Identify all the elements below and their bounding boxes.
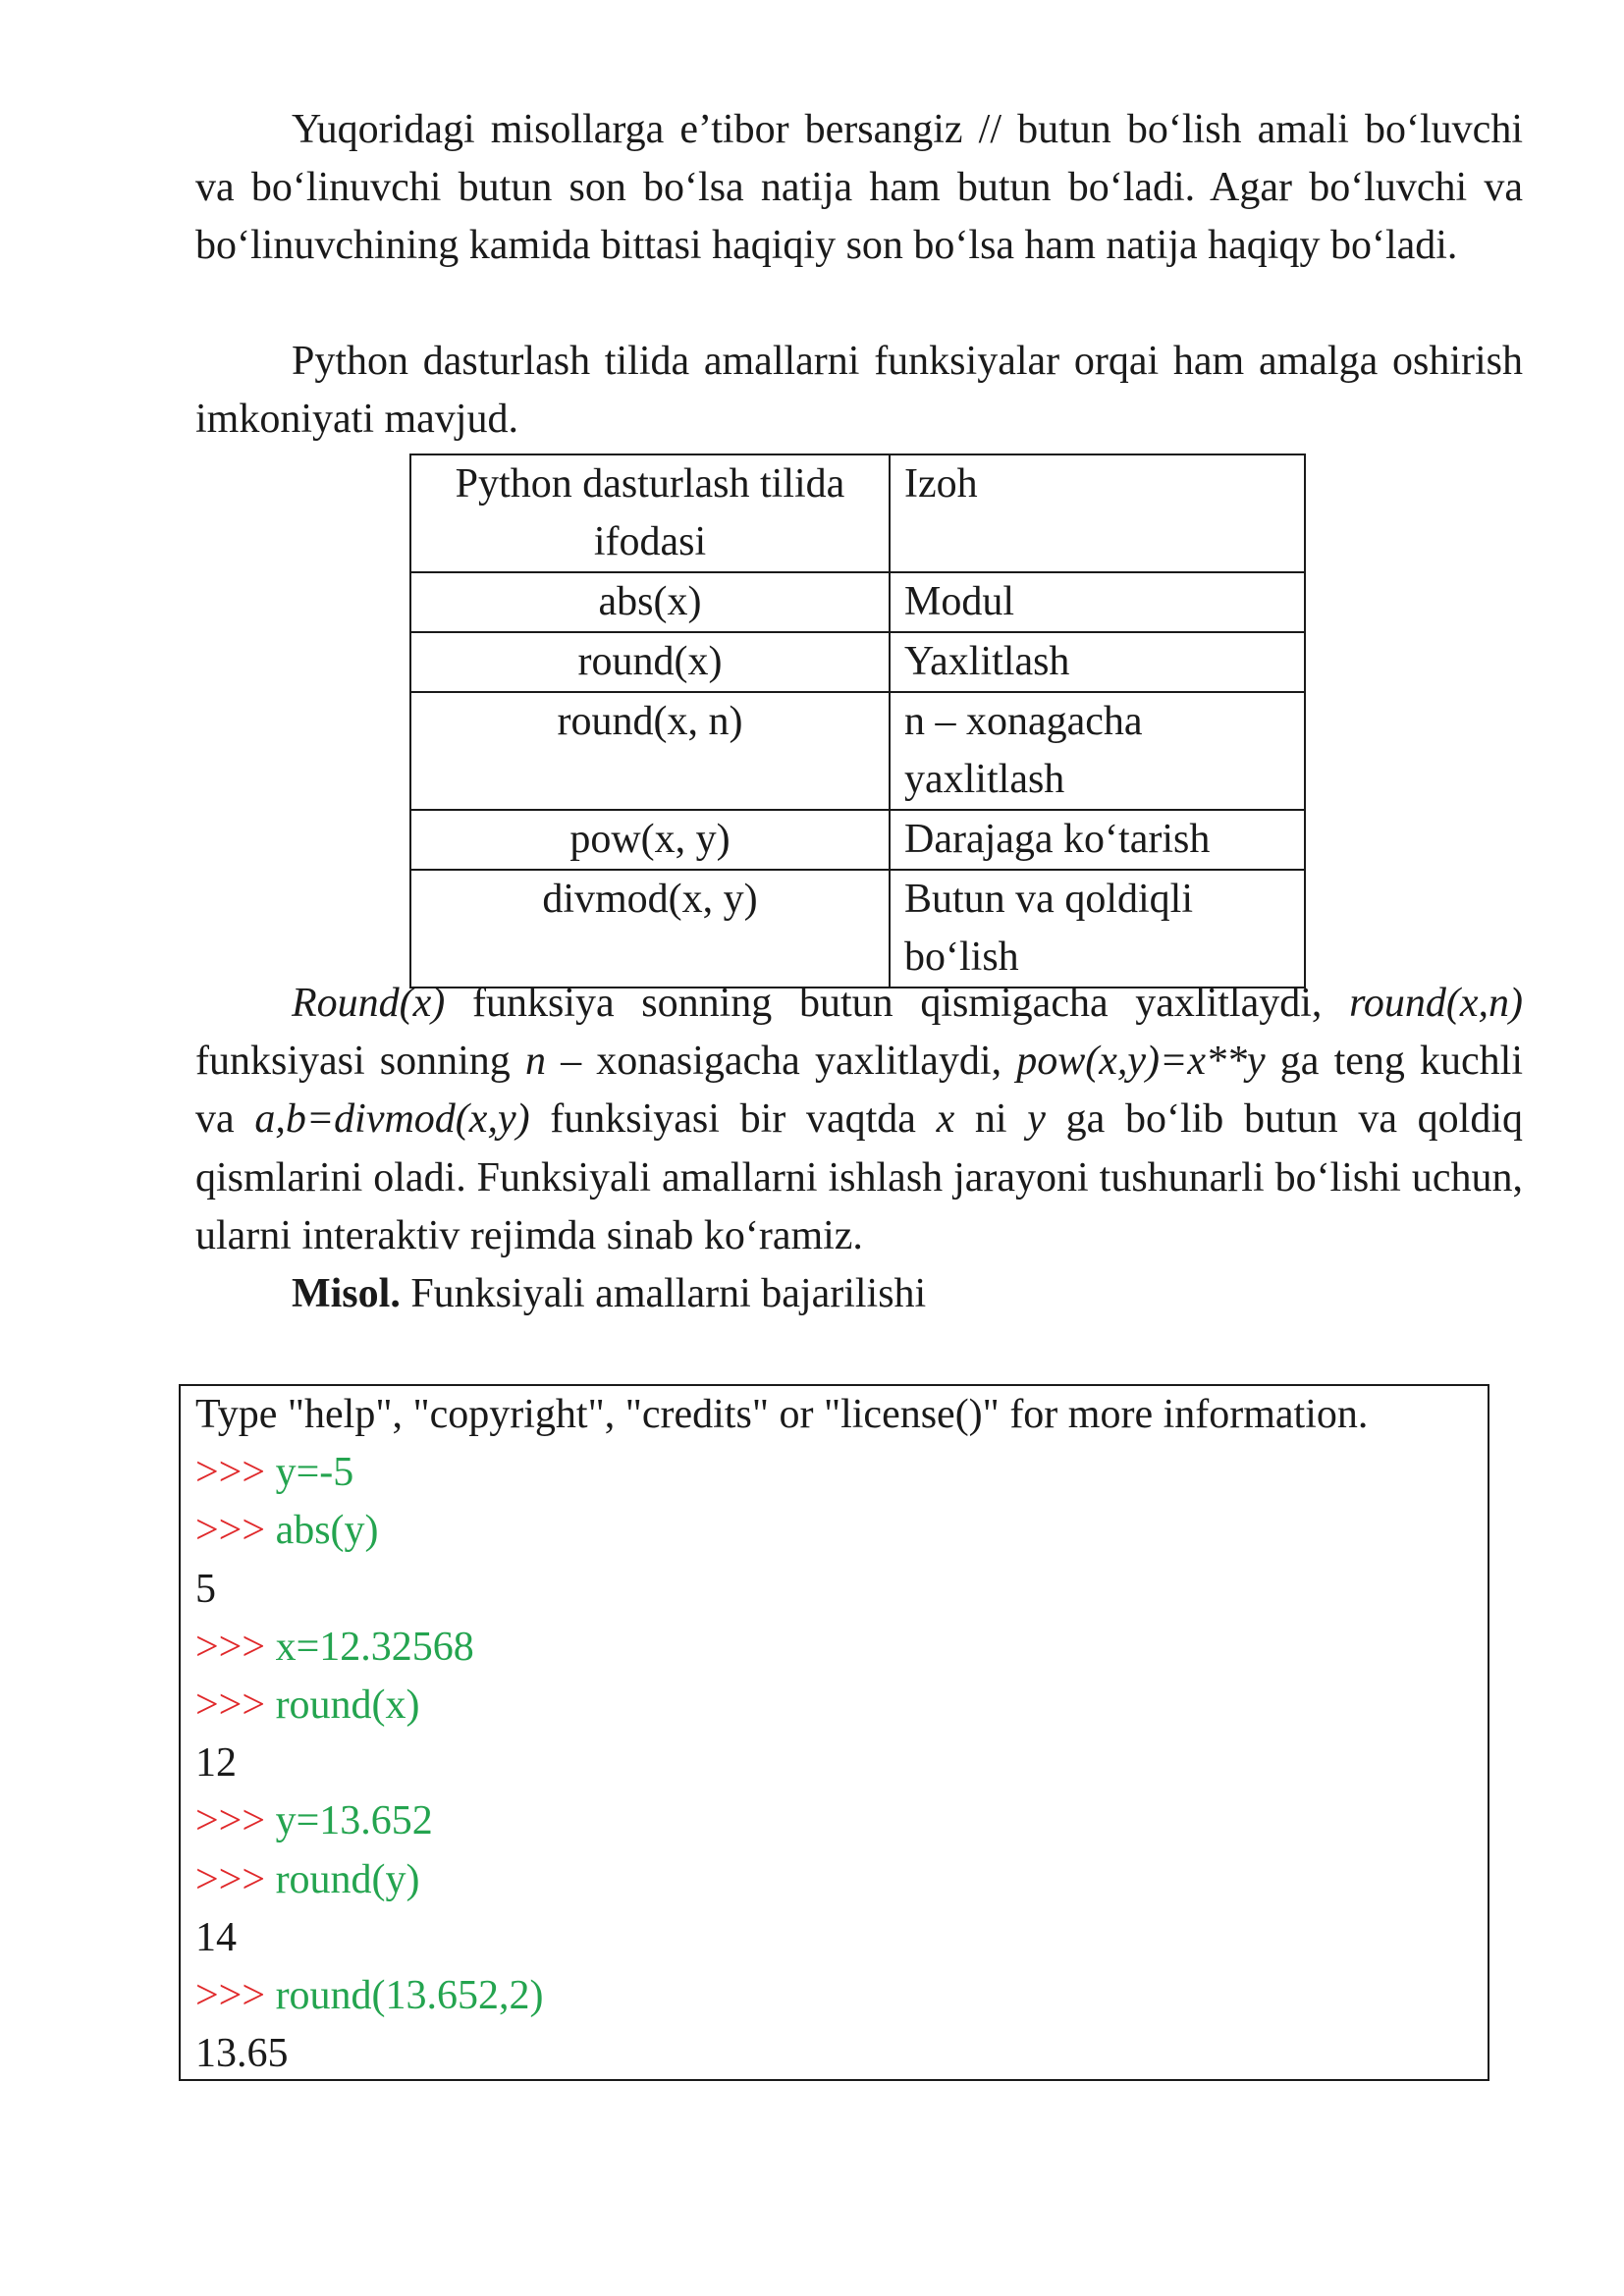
table-cell-expression: round(x, n) <box>410 692 890 810</box>
console-command: round(13.652,2) <box>275 1972 544 2018</box>
console-input-line <box>195 1851 1488 1909</box>
table-cell-expression: abs(x) <box>410 572 890 632</box>
console-prompt: >>> <box>195 1972 276 2018</box>
console-prompt: >>> <box>195 1624 276 1670</box>
example-label: Misol. <box>292 1271 401 1316</box>
table-cell-expression: round(x) <box>410 632 890 692</box>
console-input-line <box>195 1619 1488 1677</box>
table-row <box>410 810 1305 870</box>
text-run: funksiyasi sonning <box>195 1039 525 1085</box>
console-command: y=-5 <box>275 1450 354 1496</box>
inline-variable: y <box>1027 1096 1046 1143</box>
text-run: ga teng kuchli va <box>195 1039 1523 1143</box>
inline-code: Round(x) <box>292 981 446 1026</box>
inline-code: pow(x,y)=x**y <box>1016 1039 1266 1085</box>
console-output-line <box>195 1561 1488 1619</box>
table-cell-description: n – xonagacha yaxlitlash <box>890 692 1305 810</box>
table-cell-expression: divmod(x, y) <box>410 870 890 988</box>
console-command: x=12.32568 <box>275 1624 474 1670</box>
paragraph-text: Yuqoridagi misollarga e’tibor bersangiz // butun bo‘lish amali bo‘luvchi va bo‘linuvchi butun son bo‘lsa natija ham butun bo‘ladi. Agar bo‘luvchi va bo‘linuvchining kamida bittasi haqiqiy son bo‘lsa ham natija haqiqy bo‘ladi. <box>195 107 1523 269</box>
console-input-line <box>195 1502 1488 1560</box>
inline-variable: n <box>524 1039 546 1085</box>
console-prompt: >>> <box>195 1682 276 1728</box>
table-row <box>410 632 1305 692</box>
functions-table <box>409 454 1306 988</box>
paragraph-text: Python dasturlash tilida amallarni funksiyalar orqai ham amalga oshirish imkoniyati mavjud. <box>195 339 1523 443</box>
console-input-line <box>195 1444 1488 1502</box>
console-input-line <box>195 1967 1488 2025</box>
python-console-box <box>179 1384 1489 2081</box>
paragraph-integer-division <box>195 101 1523 276</box>
console-output: 14 <box>195 1914 237 1960</box>
table-header-row <box>410 454 1305 572</box>
text-run: ga bo‘lib butun va qoldiq qismlarini oladi. Funksiyali amallarni ishlash jarayoni tushunarli bo‘lishi uchun, ularni interaktiv rejimda sinab ko‘ramiz. <box>195 1096 1523 1258</box>
table-header-cell: Izoh <box>890 454 1305 572</box>
text-run: ni <box>954 1096 1028 1143</box>
text-run: funksiyasi bir vaqtda <box>529 1096 937 1143</box>
table-cell-expression: pow(x, y) <box>410 810 890 870</box>
table-cell-description: Darajaga ko‘tarish <box>890 810 1305 870</box>
console-output: 5 <box>195 1566 216 1612</box>
console-input-line <box>195 1792 1488 1850</box>
console-output-line <box>195 1735 1488 1792</box>
table-header-cell: Python dasturlash tilida ifodasi <box>410 454 890 572</box>
console-output: 13.65 <box>195 2031 289 2077</box>
paragraph-functions-intro <box>195 333 1523 449</box>
table-cell-description: Modul <box>890 572 1305 632</box>
console-prompt: >>> <box>195 1450 276 1496</box>
text-run: funksiya sonning butun qismigacha yaxlitlaydi, <box>445 981 1350 1026</box>
console-intro: Type "help", "copyright", "credits" or "license()" for more information. <box>195 1392 1369 1437</box>
console-command: round(y) <box>275 1856 420 1902</box>
inline-variable: x <box>936 1096 955 1143</box>
text-run: – xonasigacha yaxlitlaydi, <box>545 1039 1017 1085</box>
console-prompt: >>> <box>195 1856 276 1902</box>
example-title: Funksiyali amallarni bajarilishi <box>400 1271 927 1316</box>
console-prompt: >>> <box>195 1798 276 1844</box>
console-command: y=13.652 <box>275 1798 433 1844</box>
console-prompt: >>> <box>195 1508 276 1554</box>
console-output-line <box>195 1909 1488 1967</box>
inline-code: round(x,n) <box>1349 981 1523 1026</box>
table-cell-description: Butun va qoldiqli bo‘lish <box>890 870 1305 988</box>
paragraph-functions-explanation <box>195 975 1523 1265</box>
console-output-line <box>195 2025 1488 2083</box>
inline-code: a,b=divmod(x,y) <box>254 1096 530 1143</box>
table-row <box>410 870 1305 988</box>
console-output: 12 <box>195 1740 237 1787</box>
console-command: abs(y) <box>275 1508 379 1554</box>
table-cell-description: Yaxlitlash <box>890 632 1305 692</box>
console-input-line <box>195 1677 1488 1735</box>
console-command: round(x) <box>275 1682 420 1728</box>
example-heading <box>195 1265 1523 1323</box>
table-row <box>410 572 1305 632</box>
table-row <box>410 692 1305 810</box>
